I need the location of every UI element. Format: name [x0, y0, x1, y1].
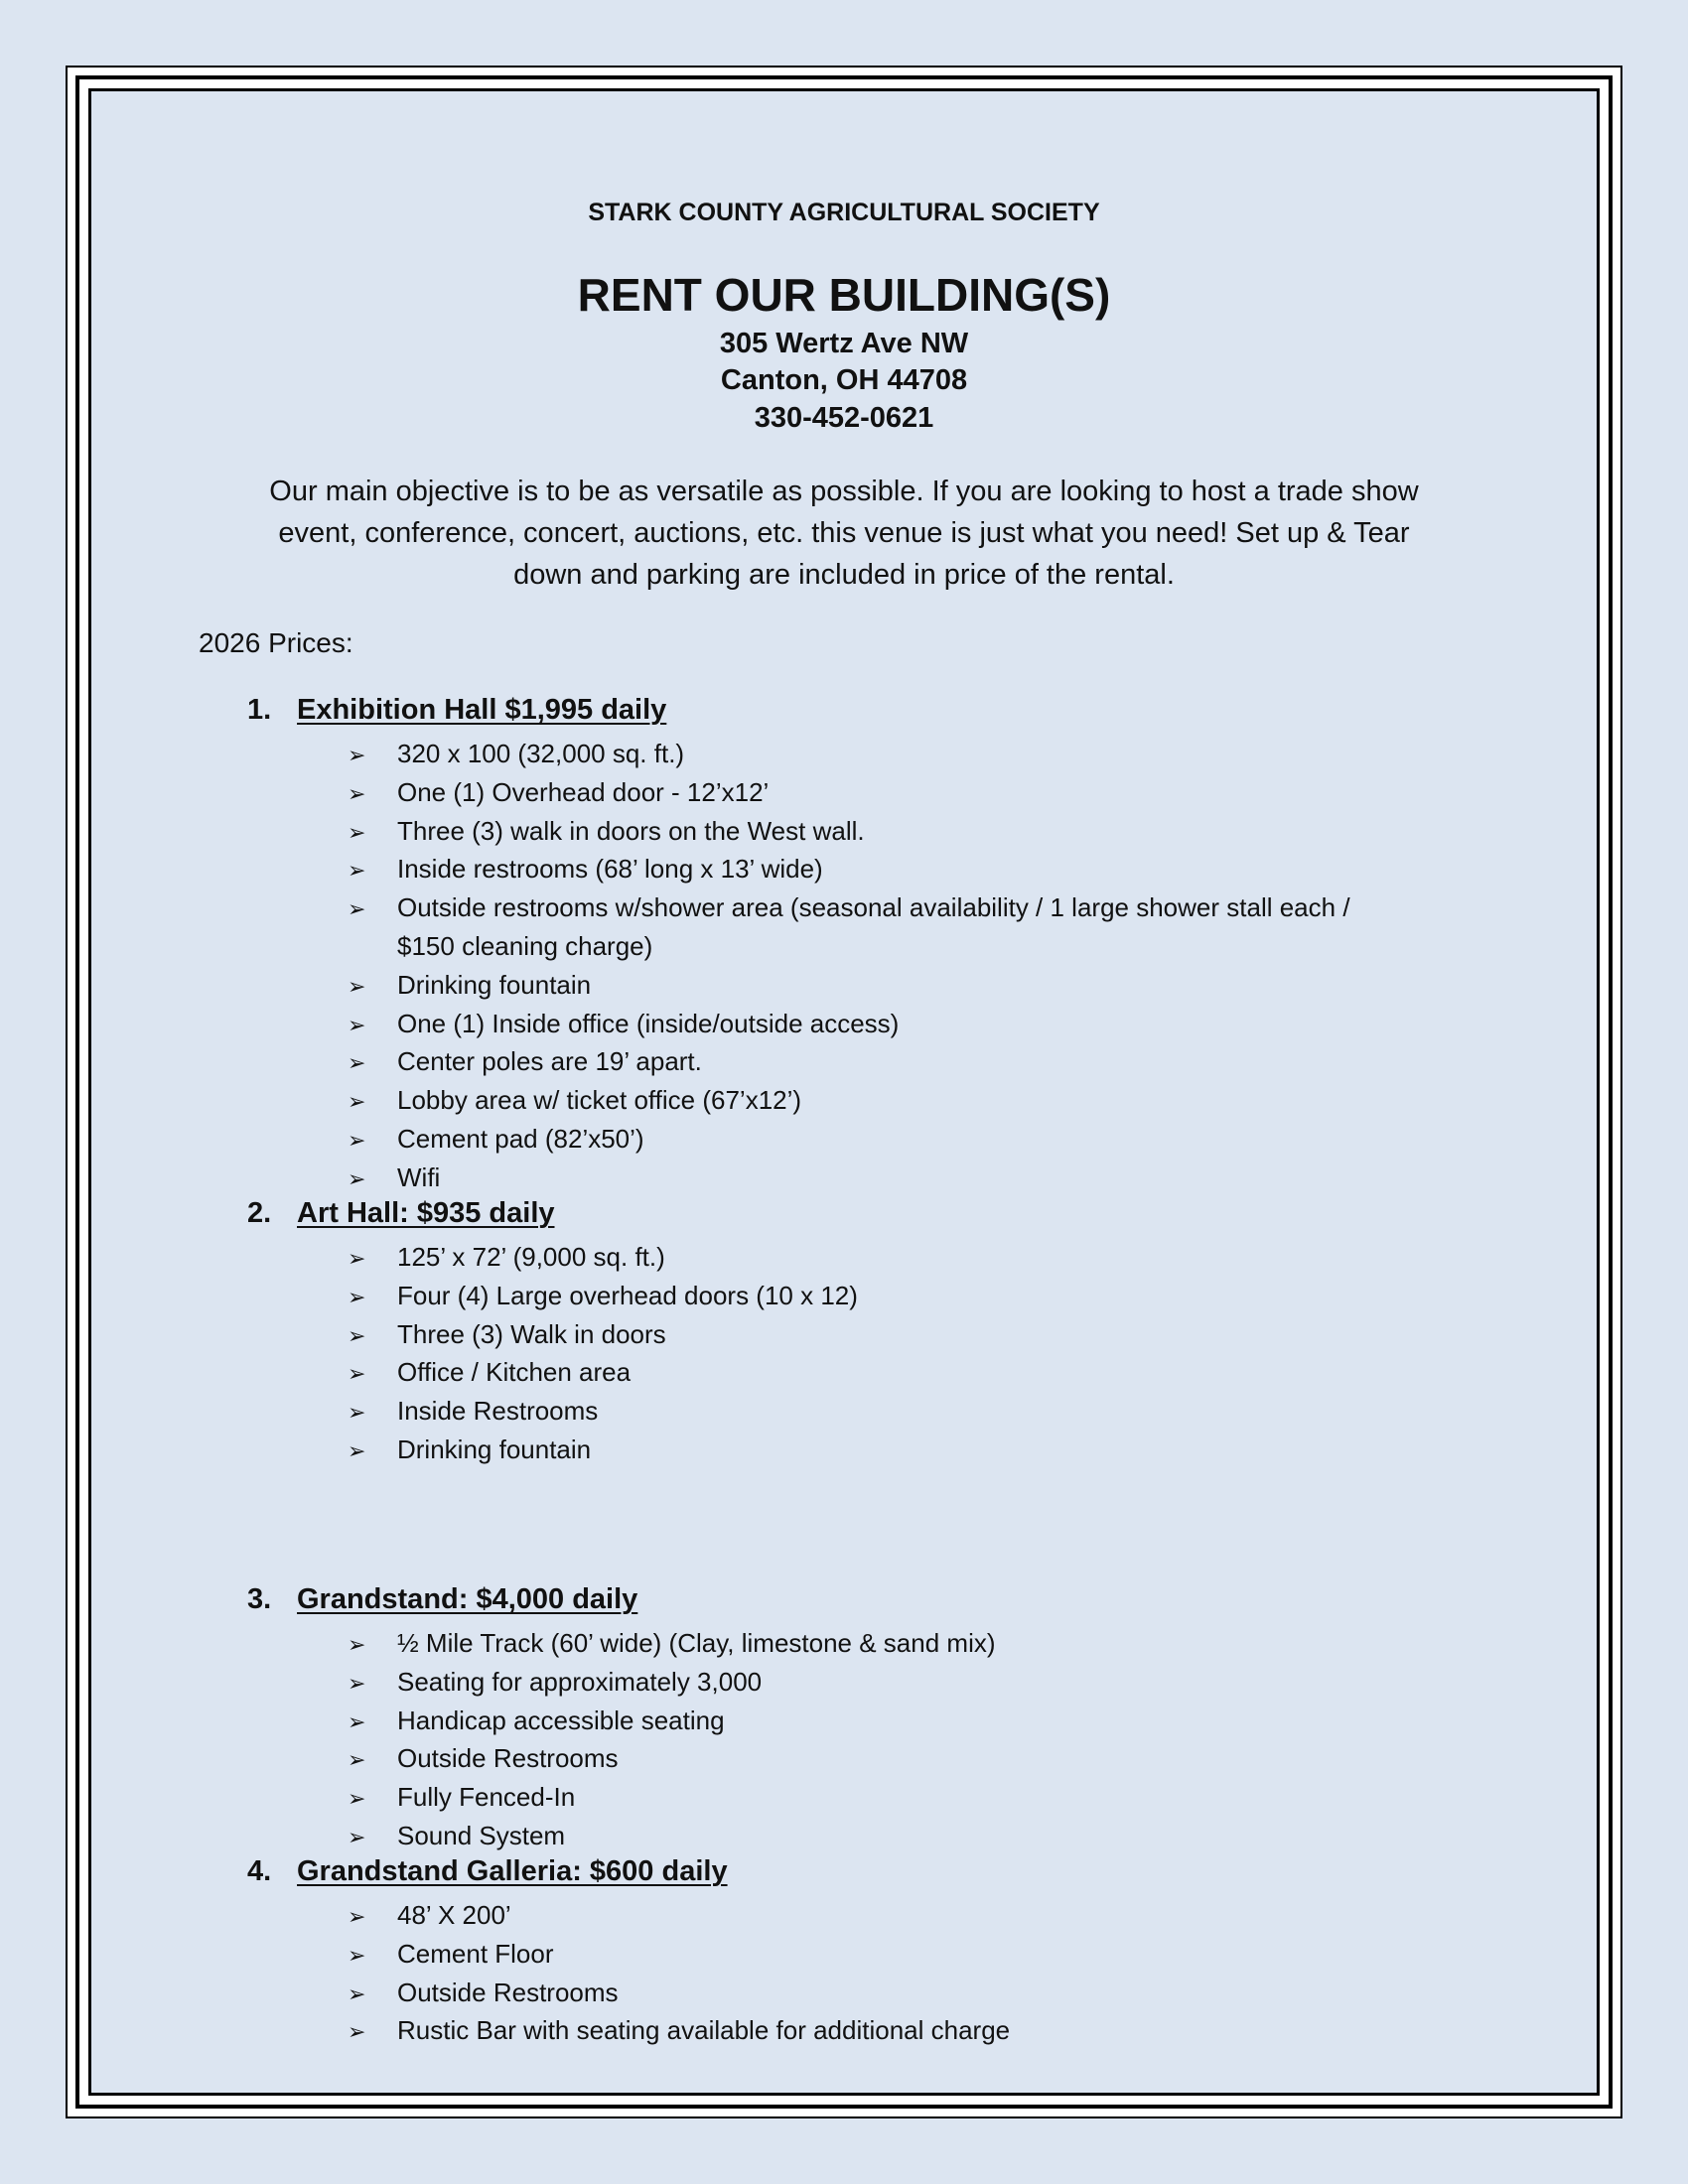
section-title: Grandstand: $4,000 daily [297, 1583, 638, 1615]
arrowhead-bullet-icon: ➢ [348, 858, 366, 884]
list-item-text: Center poles are 19’ apart. [397, 1046, 702, 1077]
address-line-2: Canton, OH 44708 [720, 364, 968, 396]
list-item-text: Outside restrooms w/shower area (seasonal availability / 1 large shower stall each / [397, 892, 1350, 923]
arrowhead-bullet-icon: ➢ [348, 1012, 366, 1037]
list-item [348, 1159, 440, 1198]
list-item [348, 888, 1350, 928]
list-item [348, 1817, 565, 1856]
list-item [348, 1624, 996, 1664]
section-title: Grandstand Galleria: $600 daily [297, 1855, 728, 1887]
list-item [348, 1739, 619, 1779]
list-item [348, 773, 769, 813]
list-item [348, 1392, 598, 1432]
list-item-text: One (1) Overhead door - 12’x12’ [397, 776, 770, 807]
section-number: 1. [247, 694, 272, 726]
arrowhead-bullet-icon: ➢ [348, 1050, 366, 1076]
list-item [348, 966, 591, 1006]
list-item-text: Cement Floor [397, 1938, 554, 1969]
arrowhead-bullet-icon: ➢ [348, 1747, 366, 1773]
list-item [348, 1935, 554, 1975]
list-item-text: Lobby area w/ ticket office (67’x12’) [397, 1085, 802, 1116]
arrowhead-bullet-icon: ➢ [348, 1786, 366, 1812]
section-heading [247, 694, 666, 727]
arrowhead-bullet-icon: ➢ [348, 743, 366, 767]
list-item [348, 735, 684, 774]
list-item [348, 1238, 665, 1278]
arrowhead-bullet-icon: ➢ [348, 2019, 366, 2045]
list-item-text: Three (3) Walk in doors [397, 1318, 666, 1349]
arrowhead-bullet-icon: ➢ [348, 1128, 366, 1153]
list-item-text: 125’ x 72’ (9,000 sq. ft.) [397, 1242, 665, 1272]
list-item [348, 1702, 725, 1741]
list-item [348, 1778, 575, 1818]
list-item-text: Outside Restrooms [397, 1977, 619, 2007]
list-item [348, 1277, 858, 1316]
list-item-text: One (1) Inside office (inside/outside access) [397, 1008, 900, 1038]
list-item [348, 1353, 631, 1393]
list-item-text: Outside Restrooms [397, 1743, 619, 1774]
address-line-1: 305 Wertz Ave NW [719, 328, 969, 359]
list-item-text: 48’ X 200’ [397, 1900, 511, 1930]
arrowhead-bullet-icon: ➢ [348, 1980, 366, 2006]
list-item-text: Rustic Bar with seating available for additional charge [397, 2015, 1011, 2046]
arrowhead-bullet-icon: ➢ [348, 1670, 366, 1696]
list-item-text: Inside Restrooms [397, 1396, 599, 1427]
section-heading [247, 1855, 728, 1888]
list-item [348, 1663, 762, 1703]
list-item-text: Cement pad (82’x50’) [397, 1124, 644, 1154]
list-item [348, 1896, 511, 1936]
arrowhead-bullet-icon: ➢ [348, 1089, 366, 1115]
list-item [348, 1974, 619, 2013]
list-item-text: Wifi [397, 1161, 441, 1192]
intro-line: down and parking are included in price of the rental. [513, 559, 1175, 591]
section-heading [247, 1197, 555, 1230]
list-item-text: Fully Fenced-In [397, 1782, 576, 1813]
section-number: 3. [247, 1583, 272, 1615]
list-item [348, 812, 865, 852]
list-item [348, 1120, 644, 1160]
document-body [91, 91, 1597, 2093]
organization-name: STARK COUNTY AGRICULTURAL SOCIETY [588, 199, 1100, 226]
list-item [348, 1081, 801, 1121]
arrowhead-bullet-icon: ➢ [348, 1632, 366, 1657]
arrowhead-bullet-icon: ➢ [348, 1322, 366, 1348]
arrowhead-bullet-icon: ➢ [348, 1246, 366, 1271]
arrowhead-bullet-icon: ➢ [348, 1400, 366, 1426]
section-title: Art Hall: $935 daily [297, 1197, 555, 1229]
intro-paragraph [191, 471, 1497, 596]
list-item-text: Four (4) Large overhead doors (10 x 12) [397, 1280, 858, 1310]
arrowhead-bullet-icon: ➢ [348, 1942, 366, 1968]
arrowhead-bullet-icon: ➢ [348, 1904, 366, 1929]
list-item-text: Office / Kitchen area [397, 1357, 632, 1388]
list-item [348, 1315, 666, 1355]
list-item-text: Drinking fountain [397, 1434, 592, 1464]
page-title: RENT OUR BUILDING(S) [577, 269, 1111, 321]
list-item-text: Sound System [397, 1821, 566, 1850]
section-title: Exhibition Hall $1,995 daily [297, 694, 667, 726]
section-number: 4. [247, 1855, 272, 1887]
arrowhead-bullet-icon: ➢ [348, 1361, 366, 1387]
list-item [348, 2011, 1010, 2051]
arrowhead-bullet-icon: ➢ [348, 896, 366, 922]
list-item-text: Seating for approximately 3,000 [397, 1666, 763, 1697]
list-item-text: Three (3) walk in doors on the West wall. [397, 815, 865, 846]
list-item-text: 320 x 100 (32,000 sq. ft.) [397, 739, 685, 768]
intro-line: event, conference, concert, auctions, etc. this venue is just what you need! Set up & Tear [278, 517, 1410, 549]
section-number: 2. [247, 1197, 272, 1229]
arrowhead-bullet-icon: ➢ [348, 1165, 366, 1191]
list-item-text: Drinking fountain [397, 969, 592, 1000]
arrowhead-bullet-icon: ➢ [348, 1825, 366, 1849]
list-item-text: Inside restrooms (68’ long x 13’ wide) [397, 854, 823, 885]
section-heading [247, 1583, 637, 1616]
arrowhead-bullet-icon: ➢ [348, 780, 366, 806]
arrowhead-bullet-icon: ➢ [348, 1438, 366, 1463]
prices-label: 2026 Prices: [199, 627, 353, 658]
list-item [348, 1431, 591, 1470]
arrowhead-bullet-icon: ➢ [348, 819, 366, 845]
list-item [348, 1042, 702, 1082]
list-item [348, 1005, 899, 1044]
list-item-text: Handicap accessible seating [397, 1705, 725, 1735]
arrowhead-bullet-icon: ➢ [348, 1284, 366, 1309]
phone-number: 330-452-0621 [754, 402, 934, 434]
intro-line: Our main objective is to be as versatile as possible. If you are looking to host a trade show [269, 476, 1419, 507]
arrowhead-bullet-icon: ➢ [348, 1708, 366, 1734]
list-item-text: ½ Mile Track (60’ wide) (Clay, limestone & sand mix) [397, 1628, 996, 1658]
list-item-continuation: $150 cleaning charge) [397, 931, 653, 961]
list-item [348, 850, 823, 889]
arrowhead-bullet-icon: ➢ [348, 973, 366, 999]
